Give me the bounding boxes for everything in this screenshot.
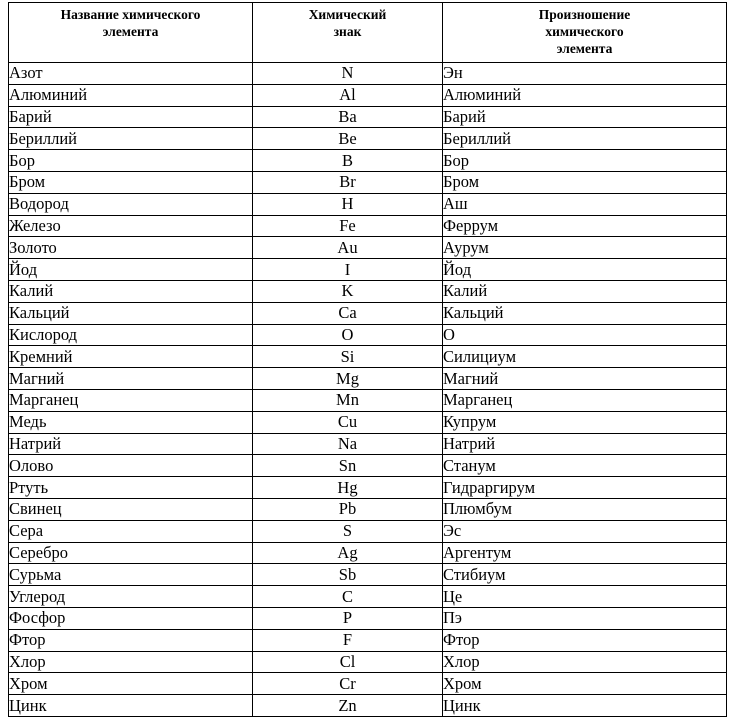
element-symbol-cell: Zn <box>253 695 443 717</box>
element-name-cell: Олово <box>9 455 253 477</box>
element-symbol-cell: Ba <box>253 106 443 128</box>
header-symbol-line2: знак <box>333 24 362 39</box>
element-symbol-cell: O <box>253 324 443 346</box>
elements-table <box>8 2 727 717</box>
element-name-cell: Магний <box>9 368 253 390</box>
element-name-cell: Барий <box>9 106 253 128</box>
element-symbol-cell: C <box>253 586 443 608</box>
element-pronunciation-cell: Аргентум <box>443 542 727 564</box>
element-pronunciation-cell: Алюминий <box>443 84 727 106</box>
table-body <box>9 63 727 717</box>
table-row <box>9 651 727 673</box>
element-symbol-cell: Cr <box>253 673 443 695</box>
element-name-cell: Сурьма <box>9 564 253 586</box>
table-row <box>9 215 727 237</box>
element-symbol-cell: Al <box>253 84 443 106</box>
element-symbol-cell: Br <box>253 171 443 193</box>
element-symbol-cell: B <box>253 150 443 172</box>
table-row <box>9 84 727 106</box>
table-row <box>9 520 727 542</box>
element-name-cell: Натрий <box>9 433 253 455</box>
table-row <box>9 63 727 85</box>
element-name-cell: Кремний <box>9 346 253 368</box>
element-name-cell: Медь <box>9 411 253 433</box>
header-row <box>9 3 727 63</box>
header-symbol-line1: Химический <box>308 7 387 22</box>
element-pronunciation-cell: Хлор <box>443 651 727 673</box>
element-pronunciation-cell: Силициум <box>443 346 727 368</box>
element-pronunciation-cell: Магний <box>443 368 727 390</box>
element-pronunciation-cell: Натрий <box>443 433 727 455</box>
table-row <box>9 695 727 717</box>
table-row <box>9 280 727 302</box>
element-symbol-cell: I <box>253 259 443 281</box>
element-pronunciation-cell: Пэ <box>443 607 727 629</box>
element-symbol-cell: Fe <box>253 215 443 237</box>
element-name-cell: Марганец <box>9 389 253 411</box>
element-name-cell: Ртуть <box>9 477 253 499</box>
table-row <box>9 673 727 695</box>
table-row <box>9 433 727 455</box>
element-name-cell: Хром <box>9 673 253 695</box>
element-name-cell: Бром <box>9 171 253 193</box>
table-row <box>9 128 727 150</box>
element-symbol-cell: F <box>253 629 443 651</box>
element-name-cell: Железо <box>9 215 253 237</box>
table-row <box>9 368 727 390</box>
element-symbol-cell: Sb <box>253 564 443 586</box>
table-row <box>9 586 727 608</box>
element-pronunciation-cell: Йод <box>443 259 727 281</box>
element-symbol-cell: K <box>253 280 443 302</box>
element-symbol-cell: S <box>253 520 443 542</box>
element-pronunciation-cell: Бор <box>443 150 727 172</box>
element-symbol-cell: Ag <box>253 542 443 564</box>
table-row <box>9 607 727 629</box>
element-symbol-cell: Na <box>253 433 443 455</box>
header-pronunciation-line1: Произношение <box>538 7 631 22</box>
table-row <box>9 324 727 346</box>
element-symbol-cell: P <box>253 607 443 629</box>
element-name-cell: Цинк <box>9 695 253 717</box>
element-name-cell: Бериллий <box>9 128 253 150</box>
element-pronunciation-cell: Бром <box>443 171 727 193</box>
element-pronunciation-cell: О <box>443 324 727 346</box>
element-pronunciation-cell: Цинк <box>443 695 727 717</box>
element-symbol-cell: Cl <box>253 651 443 673</box>
table-row <box>9 171 727 193</box>
element-name-cell: Азот <box>9 63 253 85</box>
element-symbol-cell: H <box>253 193 443 215</box>
element-name-cell: Сера <box>9 520 253 542</box>
table-row <box>9 477 727 499</box>
element-name-cell: Фосфор <box>9 607 253 629</box>
element-pronunciation-cell: Стибиум <box>443 564 727 586</box>
table-row <box>9 150 727 172</box>
table-row <box>9 564 727 586</box>
element-name-cell: Кальций <box>9 302 253 324</box>
header-pronunciation-line3: элемента <box>556 41 613 56</box>
element-name-cell: Хлор <box>9 651 253 673</box>
element-name-cell: Калий <box>9 280 253 302</box>
element-symbol-cell: Ca <box>253 302 443 324</box>
element-symbol-cell: Mn <box>253 389 443 411</box>
element-pronunciation-cell: Марганец <box>443 389 727 411</box>
element-pronunciation-cell: Эс <box>443 520 727 542</box>
element-symbol-cell: Be <box>253 128 443 150</box>
header-element-name <box>9 3 253 63</box>
element-pronunciation-cell: Феррум <box>443 215 727 237</box>
element-symbol-cell: Hg <box>253 477 443 499</box>
table-row <box>9 629 727 651</box>
element-symbol-cell: N <box>253 63 443 85</box>
element-pronunciation-cell: Бериллий <box>443 128 727 150</box>
element-name-cell: Бор <box>9 150 253 172</box>
element-name-cell: Йод <box>9 259 253 281</box>
table-row <box>9 542 727 564</box>
table-row <box>9 411 727 433</box>
element-name-cell: Кислород <box>9 324 253 346</box>
table-row <box>9 498 727 520</box>
header-element-name-line2: элемента <box>102 24 159 39</box>
element-symbol-cell: Sn <box>253 455 443 477</box>
element-pronunciation-cell: Кальций <box>443 302 727 324</box>
element-name-cell: Золото <box>9 237 253 259</box>
element-symbol-cell: Mg <box>253 368 443 390</box>
element-symbol-cell: Pb <box>253 498 443 520</box>
element-name-cell: Фтор <box>9 629 253 651</box>
table-row <box>9 302 727 324</box>
header-element-name-line1: Название химического <box>60 7 201 22</box>
element-pronunciation-cell: Калий <box>443 280 727 302</box>
element-pronunciation-cell: Барий <box>443 106 727 128</box>
header-symbol <box>253 3 443 63</box>
element-pronunciation-cell: Фтор <box>443 629 727 651</box>
element-pronunciation-cell: Аурум <box>443 237 727 259</box>
element-name-cell: Серебро <box>9 542 253 564</box>
element-pronunciation-cell: Купрум <box>443 411 727 433</box>
element-pronunciation-cell: Гидраргирум <box>443 477 727 499</box>
element-name-cell: Свинец <box>9 498 253 520</box>
element-pronunciation-cell: Плюмбум <box>443 498 727 520</box>
table-row <box>9 389 727 411</box>
element-name-cell: Водород <box>9 193 253 215</box>
table-row <box>9 346 727 368</box>
element-name-cell: Алюминий <box>9 84 253 106</box>
element-name-cell: Углерод <box>9 586 253 608</box>
table-row <box>9 237 727 259</box>
table-row <box>9 259 727 281</box>
element-pronunciation-cell: Аш <box>443 193 727 215</box>
table-row <box>9 193 727 215</box>
header-pronunciation <box>443 3 727 63</box>
element-symbol-cell: Cu <box>253 411 443 433</box>
table-row <box>9 106 727 128</box>
element-pronunciation-cell: Станум <box>443 455 727 477</box>
element-pronunciation-cell: Хром <box>443 673 727 695</box>
element-pronunciation-cell: Це <box>443 586 727 608</box>
element-pronunciation-cell: Эн <box>443 63 727 85</box>
header-pronunciation-line2: химического <box>545 24 624 39</box>
element-symbol-cell: Si <box>253 346 443 368</box>
element-symbol-cell: Au <box>253 237 443 259</box>
table-row <box>9 455 727 477</box>
